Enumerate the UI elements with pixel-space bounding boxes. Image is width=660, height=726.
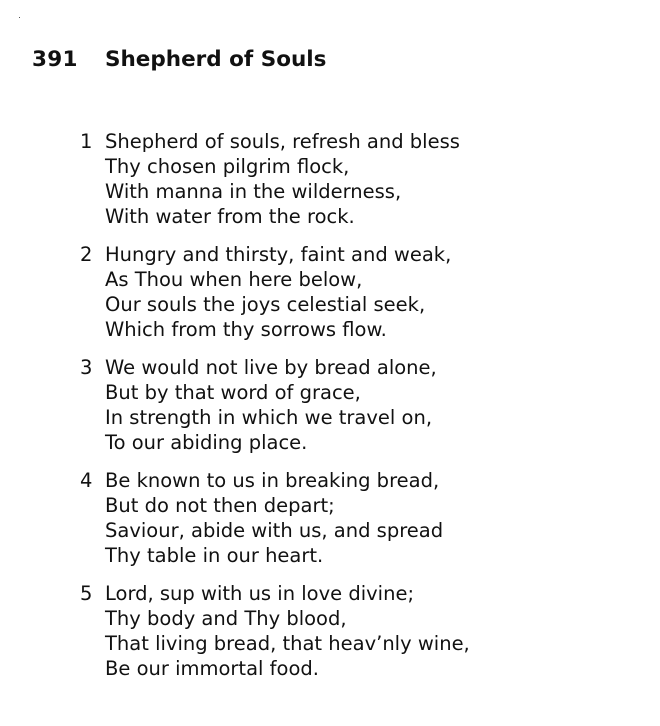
verse-number: 2 (80, 243, 93, 266)
verse-number: 3 (80, 356, 93, 379)
verse-line: Our souls the joys celestial seek, (105, 293, 426, 316)
verse-lines (105, 468, 443, 568)
verse-line: Be our immortal food. (105, 657, 319, 680)
verse-number: 4 (80, 469, 93, 492)
verse-3 (0, 355, 660, 455)
hymn-number: 391 (32, 47, 78, 72)
verse-number: 1 (80, 130, 93, 153)
verse-line: Lord, sup with us in love divine; (105, 582, 415, 605)
verse-line: But do not then depart; (105, 494, 335, 517)
verse-line: Saviour, abide with us, and spread (105, 519, 444, 542)
verse-line: Be known to us in breaking bread, (105, 469, 440, 492)
verse-line: With water from the rock. (105, 205, 355, 228)
verse-line: Shepherd of souls, refresh and bless (105, 130, 460, 153)
verse-line: Which from thy sorrows flow. (105, 318, 387, 341)
verse-lines (105, 581, 470, 681)
verse-line: We would not live by bread alone, (105, 356, 437, 379)
verse-line: That living bread, that heav’nly wine, (105, 632, 470, 655)
verse-2 (0, 242, 660, 342)
verse-line: Thy chosen pilgrim flock, (105, 155, 350, 178)
hymn-title: Shepherd of Souls (105, 47, 327, 72)
verse-lines (105, 242, 451, 342)
verse-line: To our abiding place. (105, 431, 308, 454)
verse-5 (0, 581, 660, 681)
verse-4 (0, 468, 660, 568)
verse-line: But by that word of grace, (105, 381, 361, 404)
verse-lines (105, 129, 460, 229)
verse-line: Hungry and thirsty, faint and weak, (105, 243, 452, 266)
verse-line: Thy table in our heart. (105, 544, 324, 567)
verse-lines (105, 355, 437, 455)
page-corner-mark (19, 17, 20, 18)
verse-line: Thy body and Thy blood, (105, 607, 347, 630)
verse-number: 5 (80, 582, 93, 605)
verses-list (0, 129, 660, 694)
verse-1 (0, 129, 660, 229)
verse-line: As Thou when here below, (105, 268, 363, 291)
verse-line: With manna in the wilderness, (105, 180, 402, 203)
hymn-header (0, 44, 660, 78)
verse-line: In strength in which we travel on, (105, 406, 433, 429)
